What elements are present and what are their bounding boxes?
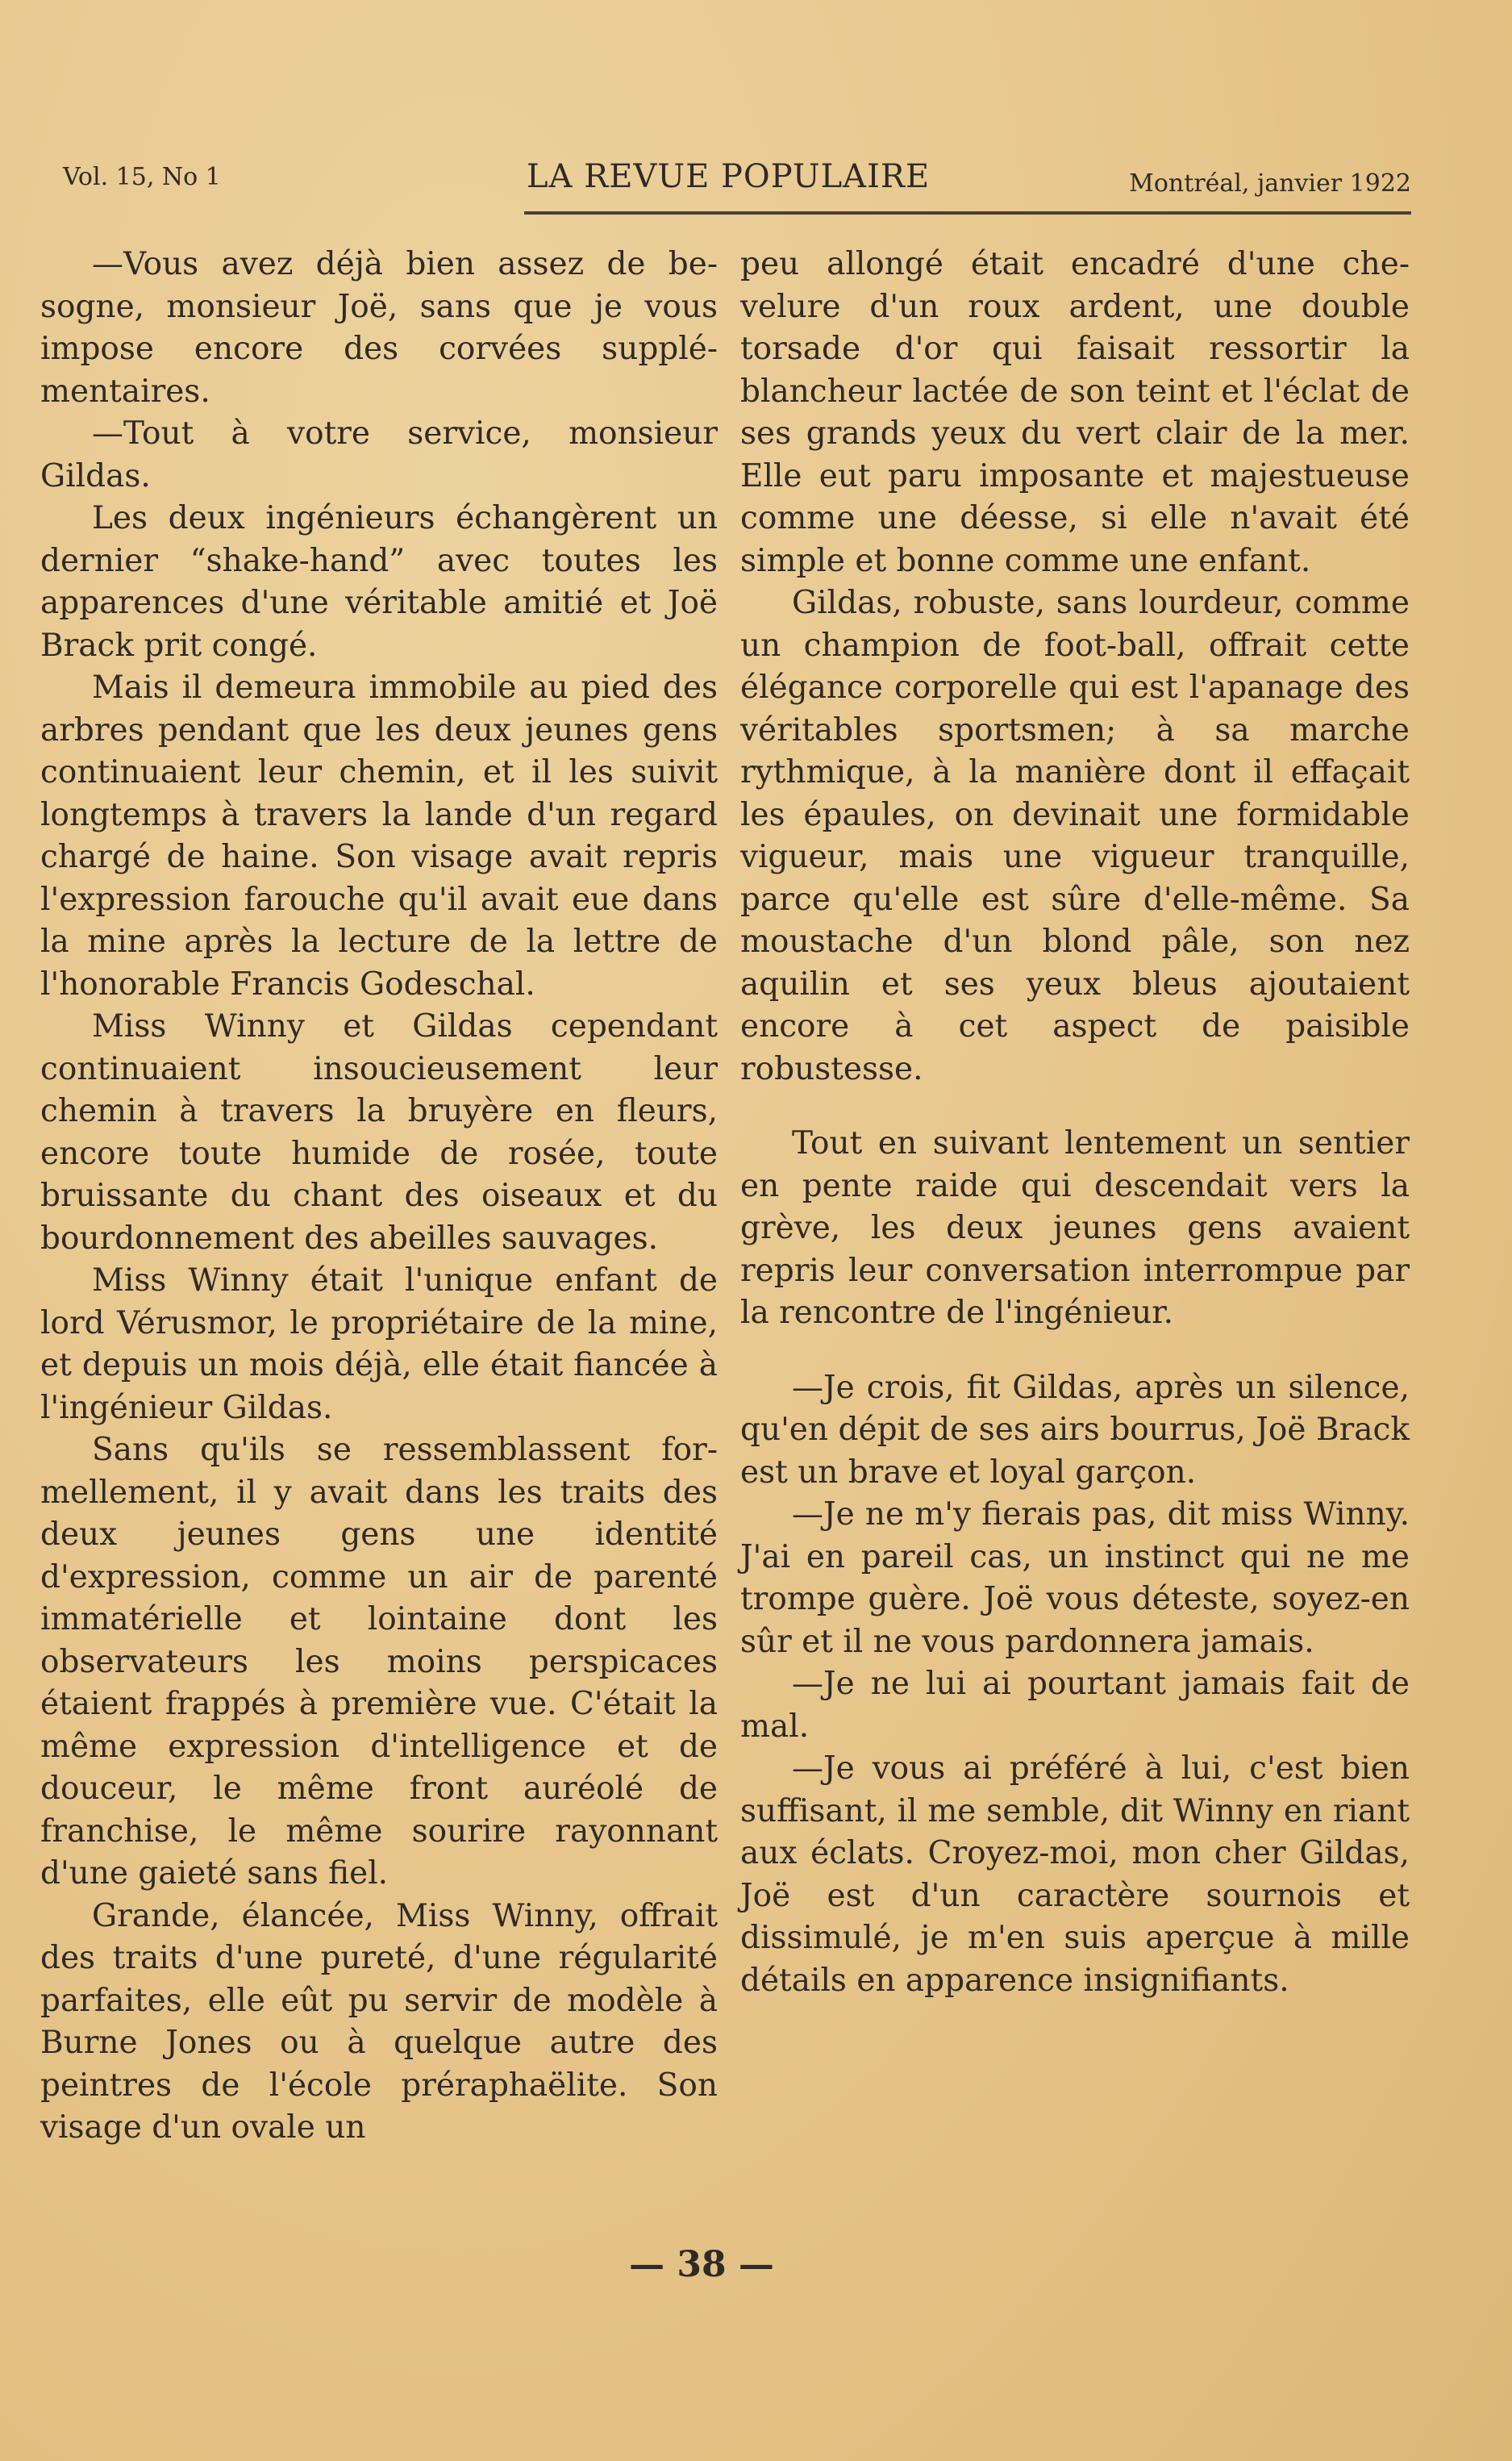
page-number: — 38 —	[629, 2244, 774, 2285]
paragraph: Tout en suivant lentement un sentier en pente raide qui descendait vers la grève, les deux jeunes gens avaient repris leur conversation interrompue par la rencontre de l'ingénieur.	[740, 1125, 1410, 1331]
header-rule	[524, 211, 1411, 215]
paragraph: —Tout à votre service, monsieur Gildas.	[40, 415, 718, 494]
paragraph: Miss Winny et Gildas cependant continuaient insoucieusement leur chemin à travers la bruyère en fleurs, encore toute humide de rosée, toute bruissante du chant des oiseaux et du bourdonnement des abeilles sauvages.	[40, 1008, 718, 1257]
paragraph: Mais il demeura immobile au pied des arbres pendant que les deux jeunes gens continuaient leur chemin, et il les suivit longtemps à travers la lande d'un regard chargé de haine. Son visage avait repris l'expression farouche qu'il avait eue dans la mine après la lecture de la lettre de l'honorable Francis Godeschal.	[40, 669, 718, 1003]
paragraph: —Je crois, fit Gildas, après un silence, qu'en dépit de ses airs bourrus, Joë Brack est un brave et loyal garçon.	[740, 1369, 1410, 1491]
paragraph: —Vous avez déjà bien assez de besogne, monsieur Joë, sans que je vous impose encore des corvées supplémentaires.	[40, 246, 718, 410]
paragraph: Les deux ingénieurs échangèrent un dernier “shake-hand” avec toutes les apparences d'une véritable amitié et Joë Brack prit congé.	[40, 500, 718, 664]
paragraph: Gildas, robuste, sans lourdeur, comme un champion de foot-ball, offrait cette élégance corporelle qui est l'apanage des véritables sportsmen; à sa marche rythmique, à la manière dont il effaçait les épaules, on devinait une formidable vigueur, mais une vigueur tranquille, parce qu'elle est sûre d'elle-même. Sa moustache d'un blond pâle, son nez aquilin et ses yeux bleus ajoutaient encore à cet aspect de paisible robustesse.	[740, 585, 1410, 1087]
paragraph: Grande, élancée, Miss Winny, offrait des traits d'une pureté, d'une régularité parfaites, elle eût pu servir de modèle à Burne Jones ou à quelque autre des peintres de l'école préraphaëlite. Son visage d'un ovale un	[40, 1897, 718, 2146]
paragraph: peu allongé était encadré d'une chevelure d'un roux ardent, une double torsade d'or qui faisait ressortir la blancheur lactée de son teint et l'éclat de ses grands yeux du vert clair de la mer. Elle eut paru imposante et majestueuse comme une déesse, si elle n'avait été simple et bonne comme une enfant.	[740, 246, 1410, 579]
paragraph: —Je ne m'y fierais pas, dit miss Winny. J'ai en pareil cas, un instinct qui ne me trompe guère. Joë vous déteste, soyez-en sûr et il ne vous pardonnera jamais.	[740, 1496, 1410, 1660]
paragraph: Sans qu'ils se ressemblassent formellement, il y avait dans les traits des deux jeunes gens une identité d'expression, comme un air de parenté immatérielle et lointaine dont les observateurs les moins perspicaces étaient frappés à première vue. C'était la même expression d'intelligence et de douceur, le même front auréolé de franchise, le même sourire rayonnant d'une gaieté sans fiel.	[40, 1432, 718, 1892]
left-column	[40, 244, 718, 2150]
issue-date: Montréal, janvier 1922	[1129, 169, 1411, 198]
paragraph: —Je vous ai préféré à lui, c'est bien suffisant, il me semble, dit Winny en riant aux éclats. Croyez-moi, mon cher Gildas, Joë est d'un caractère sournois et dissimulé, je m'en suis aperçue à mille détails en apparence insignifiants.	[740, 1750, 1410, 1999]
paragraph: —Je ne lui ai pourtant jamais fait de mal.	[740, 1666, 1410, 1745]
volume-number: Vol. 15, No 1	[63, 163, 221, 191]
page-header	[63, 158, 1411, 206]
paragraph: Miss Winny était l'unique enfant de lord Vérusmor, le propriétaire de la mine, et depuis un mois déjà, elle était fiancée à l'ingénieur Gildas.	[40, 1262, 718, 1426]
journal-title: LA REVUE POPULAIRE	[527, 158, 931, 195]
right-column	[740, 244, 1410, 2002]
